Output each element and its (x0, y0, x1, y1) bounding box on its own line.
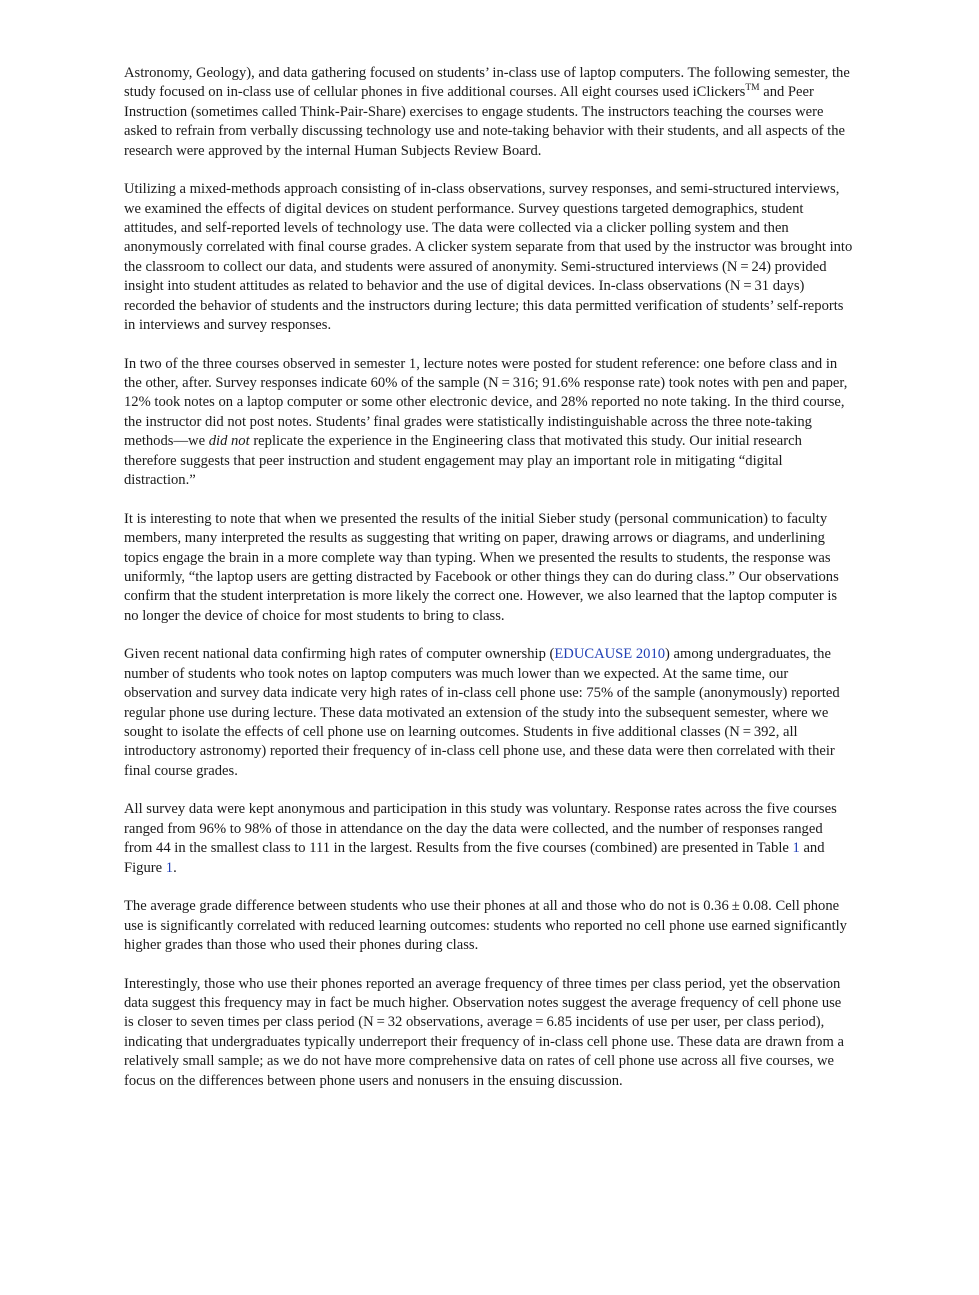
paragraph-5 (124, 645, 853, 781)
text-segment: The average grade difference between students who use their phones at all and those who do not is 0.36 ± 0.08. Cell phone use is significantly correlated with reduced learning outcomes: students who reported no cell phone use earned significantly higher grades than those who used their phones during class. (124, 898, 847, 953)
text-segment: All survey data were kept anonymous and participation in this study was voluntary. Response rates across the five courses ranged from 96% to 98% of those in attendance on the day the data were collected, and the number of responses ranged from 44 in the smallest class to 111 in the largest. Results from the five courses (combined) are presented in Table (124, 801, 837, 857)
text-segment: Astronomy, Geology), and data gathering focused on students’ in-class use of laptop computers. The following semester, the study focused on in-class use of cellular phones in five additional courses. All eight courses used iClickers (124, 65, 850, 101)
document-body (124, 64, 853, 1110)
reference-link[interactable]: 1 (165, 859, 174, 876)
text-segment: . (173, 859, 177, 876)
paragraph-4 (124, 510, 853, 626)
text-segment: ) among undergraduates, the number of students who took notes on laptop computers was much lower than we expected. At the same time, our observation and survey data indicate very high rates of in-class cell phone use: 75% of the sample (anonymously) reported regular phone use during lecture. These data motivated an extension of the study into the subsequent semester, where we sought to isolate the effects of cell phone use on learning outcomes. Students in five additional classes (N = 392, all introductory astronomy) reported their frequency of in-class cell phone use, and these data were then correlated with their final course grades. (124, 646, 840, 779)
paragraph-7 (124, 897, 853, 955)
emphasis-text: did not (208, 433, 250, 450)
reference-link[interactable]: EDUCAUSE 2010 (554, 646, 666, 663)
text-segment: In two of the three courses observed in semester 1, lecture notes were posted for student reference: one before class and in the other, after. Survey responses indicate 60% of the sample (N = 316; 91.6% response rate) took notes with pen and paper, 12% took notes on a laptop computer or some other electronic device, and 28% reported no note taking. In the third course, the instructor did not post notes. Students’ final grades were statistically indistinguishable across the three note-taking methods—we (124, 355, 848, 450)
text-segment: and Figure (124, 840, 825, 876)
paragraph-1 (124, 64, 853, 161)
trademark-superscript: TM (745, 83, 760, 94)
paragraph-8 (124, 975, 853, 1091)
text-segment: Given recent national data confirming high rates of computer ownership ( (124, 646, 555, 663)
reference-link[interactable]: 1 (792, 840, 800, 857)
paragraph-2 (124, 180, 853, 335)
paragraph-3 (124, 355, 853, 491)
text-segment: Interestingly, those who use their phones reported an average frequency of three times per class period, yet the observation data suggest this frequency may in fact be much higher. Observation notes suggest the average frequency of cell phone use is closer to seven times per class period (N = 32 observations, average = 6.85 incidents of use per user, per class period), indicating that undergraduates typically underreport their frequency of in-class cell phone use. These data are drawn from a relatively small sample; as we do not have more comprehensive data on rates of cell phone use across all five courses, we focus on the differences between phone users and nonusers in the ensuing discussion. (124, 975, 844, 1089)
text-segment: and Peer Instruction (sometimes called Think-Pair-Share) exercises to engage students. The instructors teaching the courses were asked to refrain from verbally discussing technology use and note-taking behavior with their students, and all aspects of the research were approved by the internal Human Subjects Review Board. (124, 84, 845, 159)
paragraph-6 (124, 800, 853, 878)
text-segment: replicate the experience in the Engineering class that motivated this study. Our initial research therefore suggests that peer instruction and student engagement may play an important role in mitigating “digital distraction.” (124, 433, 802, 489)
text-segment: It is interesting to note that when we presented the results of the initial Sieber study (personal communication) to faculty members, many interpreted the results as suggesting that writing on paper, drawing arrows or diagrams, and underlining topics engage the brain in a more complete way than typing. When we presented the results to students, the response was uniformly, “the laptop users are getting distracted by Facebook or other things they can do during class.” Our observations confirm that the student interpretation is more likely the correct one. However, we also learned that the laptop computer is no longer the device of choice for most students to bring to class. (124, 510, 839, 624)
text-segment: Utilizing a mixed-methods approach consisting of in-class observations, survey responses, and semi-structured interviews, we examined the effects of digital devices on student performance. Survey questions targeted demographics, student attitudes, and self-reported levels of technology use. The data were collected via a clicker polling system and then anonymously correlated with final course grades. A clicker system separate from that used by the instructor was brought into the classroom to collect our data, and students were assured of anonymity. Semi-structured interviews (N = 24) provided insight into student attitudes as related to behavior and the use of digital devices. In-class observations (N = 31 days) recorded the behavior of students and the instructors during lecture; this data permitted verification of students’ self-reports in interviews and survey responses. (124, 181, 853, 334)
